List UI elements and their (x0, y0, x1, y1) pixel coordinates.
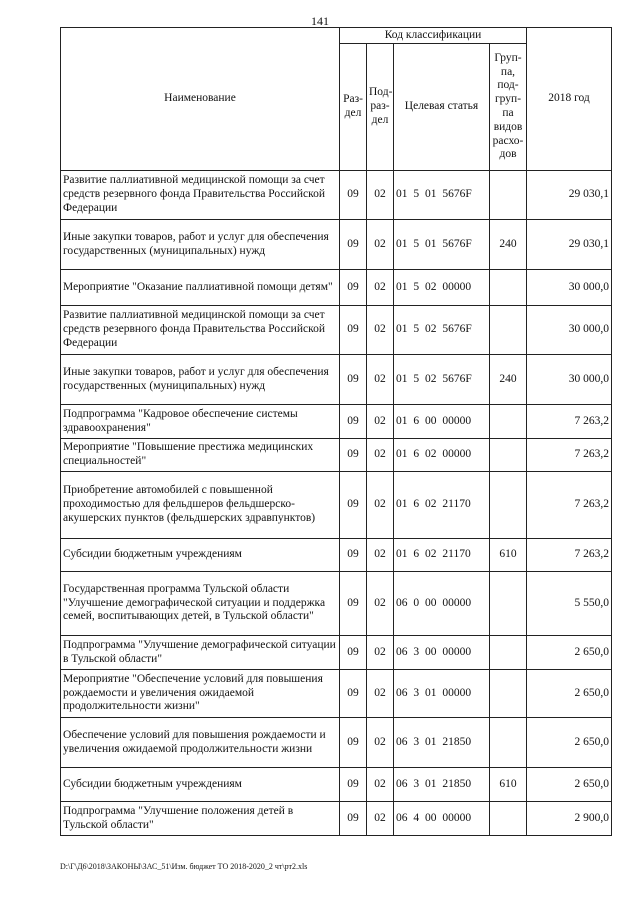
row-section: 09 (340, 306, 367, 355)
row-amount: 30 000,0 (527, 355, 612, 405)
row-name: Иные закупки товаров, работ и услуг для обеспечения государственных (муниципальных) нужд (61, 355, 340, 405)
row-expense-group: 240 (490, 220, 527, 270)
row-subsection: 02 (367, 670, 394, 718)
row-section: 09 (340, 718, 367, 768)
row-name: Мероприятие "Обеспечение условий для повышения рождаемости и увеличения ожидаемой продолжительности жизни" (61, 670, 340, 718)
row-name: Развитие паллиативной медицинской помощи за счет средств резервного фонда Правительства Российской Федерации (61, 171, 340, 220)
row-target-article: 01 5 01 5676F (394, 220, 490, 270)
row-section: 09 (340, 670, 367, 718)
table-row (61, 439, 612, 472)
row-name: Субсидии бюджетным учреждениям (61, 768, 340, 802)
row-amount: 30 000,0 (527, 306, 612, 355)
row-target-article: 06 3 01 21850 (394, 768, 490, 802)
row-subsection: 02 (367, 539, 394, 572)
table-row (61, 405, 612, 439)
table-row (61, 270, 612, 306)
row-expense-group: 610 (490, 539, 527, 572)
row-amount: 7 263,2 (527, 539, 612, 572)
row-section: 09 (340, 472, 367, 539)
table-row (61, 572, 612, 636)
table-row (61, 636, 612, 670)
row-name: Мероприятие "Оказание паллиативной помощи детям" (61, 270, 340, 306)
row-amount: 2 900,0 (527, 802, 612, 836)
row-section: 09 (340, 405, 367, 439)
row-target-article: 06 3 00 00000 (394, 636, 490, 670)
row-amount: 2 650,0 (527, 636, 612, 670)
row-target-article: 06 3 01 21850 (394, 718, 490, 768)
table-row (61, 802, 612, 836)
row-subsection: 02 (367, 270, 394, 306)
row-name: Подпрограмма "Кадровое обеспечение системы здравоохранения" (61, 405, 340, 439)
row-name: Государственная программа Тульской области "Улучшение демографической ситуации и поддержка семей, воспитывающих детей, в Тульской области" (61, 572, 340, 636)
row-subsection: 02 (367, 171, 394, 220)
row-target-article: 01 6 02 00000 (394, 439, 490, 472)
row-section: 09 (340, 270, 367, 306)
row-expense-group (490, 718, 527, 768)
row-name: Субсидии бюджетным учреждениям (61, 539, 340, 572)
row-name: Мероприятие "Повышение престижа медицинских специальностей" (61, 439, 340, 472)
page-number: 141 (311, 14, 329, 28)
row-name: Иные закупки товаров, работ и услуг для обеспечения государственных (муниципальных) нужд (61, 220, 340, 270)
row-amount: 30 000,0 (527, 270, 612, 306)
header-expense-group: Груп- па, под- груп- па видов расхо- дов (490, 44, 527, 171)
row-subsection: 02 (367, 572, 394, 636)
row-expense-group (490, 405, 527, 439)
table-row (61, 670, 612, 718)
row-target-article: 01 5 01 5676F (394, 171, 490, 220)
row-amount: 7 263,2 (527, 472, 612, 539)
row-section: 09 (340, 439, 367, 472)
row-target-article: 01 6 02 21170 (394, 539, 490, 572)
row-amount: 7 263,2 (527, 439, 612, 472)
row-subsection: 02 (367, 439, 394, 472)
row-name: Обеспечение условий для повышения рождаемости и увеличения ожидаемой продолжительности жизни (61, 718, 340, 768)
header-target-article: Целевая статья (394, 44, 490, 171)
row-section: 09 (340, 768, 367, 802)
header-section: Раз- дел (340, 44, 367, 171)
header-year: 2018 год (527, 28, 612, 171)
row-name: Подпрограмма "Улучшение положения детей в Тульской области" (61, 802, 340, 836)
row-target-article: 06 4 00 00000 (394, 802, 490, 836)
table-row (61, 539, 612, 572)
row-target-article: 01 6 00 00000 (394, 405, 490, 439)
table-row (61, 171, 612, 220)
row-expense-group (490, 270, 527, 306)
row-target-article: 01 5 02 5676F (394, 306, 490, 355)
table-row (61, 718, 612, 768)
row-name: Подпрограмма "Улучшение демографической ситуации в Тульской области" (61, 636, 340, 670)
header-name: Наименование (61, 28, 340, 171)
row-subsection: 02 (367, 802, 394, 836)
row-expense-group (490, 306, 527, 355)
row-expense-group (490, 670, 527, 718)
table-row (61, 472, 612, 539)
row-expense-group (490, 636, 527, 670)
row-amount: 29 030,1 (527, 220, 612, 270)
table-row (61, 355, 612, 405)
header-classification-code: Код классификации (340, 28, 527, 44)
row-expense-group: 610 (490, 768, 527, 802)
row-amount: 2 650,0 (527, 768, 612, 802)
row-target-article: 06 0 00 00000 (394, 572, 490, 636)
row-expense-group (490, 171, 527, 220)
row-expense-group: 240 (490, 355, 527, 405)
row-name: Приобретение автомобилей с повышенной проходимостью для фельдшеров фельдшерско-акушерских пунктов (фельдшерских здравпунктов) (61, 472, 340, 539)
row-target-article: 06 3 01 00000 (394, 670, 490, 718)
row-subsection: 02 (367, 472, 394, 539)
row-section: 09 (340, 636, 367, 670)
row-subsection: 02 (367, 405, 394, 439)
row-section: 09 (340, 171, 367, 220)
row-amount: 2 650,0 (527, 670, 612, 718)
row-name: Развитие паллиативной медицинской помощи за счет средств резервного фонда Правительства Российской Федерации (61, 306, 340, 355)
file-path-footer: D:\Г\Д6\2018\ЗАКОНЫ\ЗАС_51\Изм. бюджет ТО 2018-2020_2 чт\рт2.xls (60, 862, 308, 871)
row-expense-group (490, 439, 527, 472)
row-target-article: 01 5 02 00000 (394, 270, 490, 306)
row-expense-group (490, 572, 527, 636)
row-amount: 2 650,0 (527, 718, 612, 768)
row-amount: 29 030,1 (527, 171, 612, 220)
row-subsection: 02 (367, 306, 394, 355)
row-target-article: 01 6 02 21170 (394, 472, 490, 539)
row-expense-group (490, 472, 527, 539)
row-section: 09 (340, 355, 367, 405)
row-subsection: 02 (367, 768, 394, 802)
header-row-top (61, 28, 612, 44)
row-target-article: 01 5 02 5676F (394, 355, 490, 405)
table-row (61, 768, 612, 802)
budget-table (60, 27, 612, 836)
row-subsection: 02 (367, 636, 394, 670)
header-subsection: Под- раз- дел (367, 44, 394, 171)
row-section: 09 (340, 572, 367, 636)
row-section: 09 (340, 802, 367, 836)
table-row (61, 220, 612, 270)
row-section: 09 (340, 539, 367, 572)
row-expense-group (490, 802, 527, 836)
row-subsection: 02 (367, 718, 394, 768)
row-subsection: 02 (367, 355, 394, 405)
row-amount: 7 263,2 (527, 405, 612, 439)
row-section: 09 (340, 220, 367, 270)
table-row (61, 306, 612, 355)
row-amount: 5 550,0 (527, 572, 612, 636)
row-subsection: 02 (367, 220, 394, 270)
